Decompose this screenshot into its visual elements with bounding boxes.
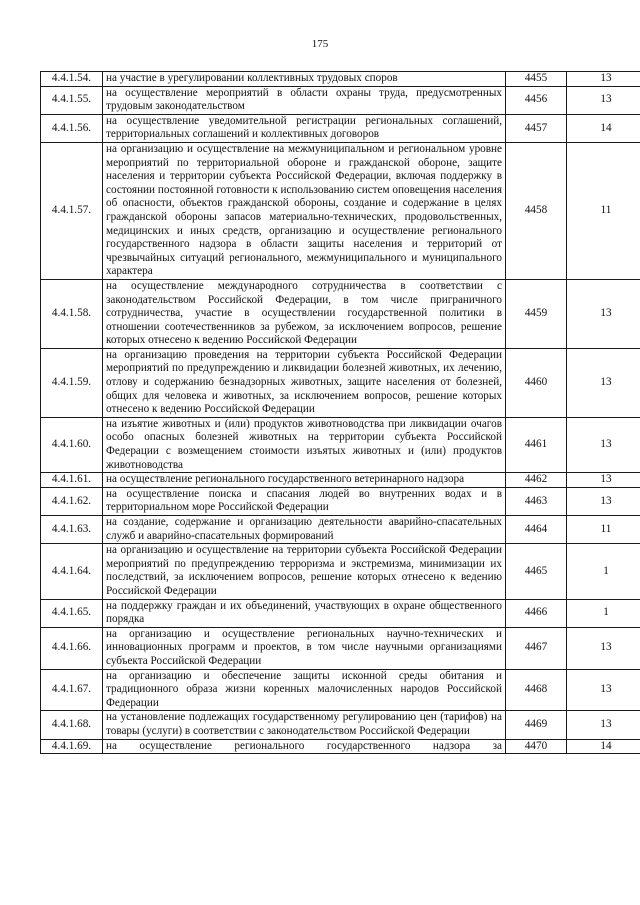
row-count: 13 (567, 711, 640, 739)
row-text: на организацию проведения на территории субъекта Российской Федерации мероприятий по предупреждению и ликвидации болезней животных, их лечению, отлову и содержанию безнадзорных животных, защите населения от болезней, общих для человека и животных, за исключением вопросов, решение которых отнесено к ведению Российской Федерации (103, 348, 506, 417)
table-row (41, 114, 640, 142)
row-count: 13 (567, 627, 640, 669)
row-count: 11 (567, 142, 640, 279)
row-count: 13 (567, 417, 640, 472)
row-code: 4.4.1.57. (41, 142, 103, 279)
row-number: 4466 (506, 599, 567, 627)
row-count: 13 (567, 86, 640, 114)
row-number: 4458 (506, 142, 567, 279)
row-code: 4.4.1.54. (41, 72, 103, 87)
row-text: на организацию и осуществление на межмуниципальном и региональном уровне мероприятий по территориальной обороне и гражданской обороне, защите населения и территории субъекта Российской Федерации, включая поддержку в состоянии постоянной готовности к использованию систем оповещения населения об опасности, объектов гражданской обороны, создание и содержание в целях гражданской обороны запасов материально-технических, продовольственных, медицинских и иных средств, организацию и осуществление регионального государственного надзора в области защиты населения и территорий от чрезвычайных ситуаций регионального, межмуниципального и муниципального характера (103, 142, 506, 279)
row-code: 4.4.1.65. (41, 599, 103, 627)
row-code: 4.4.1.58. (41, 279, 103, 348)
row-text: на создание, содержание и организацию деятельности аварийно-спасательных служб и аварийно-спасательных формирований (103, 516, 506, 544)
row-number: 4459 (506, 279, 567, 348)
row-count: 13 (567, 279, 640, 348)
table-body (41, 72, 640, 754)
row-code: 4.4.1.63. (41, 516, 103, 544)
row-text: на осуществление мероприятий в области охраны труда, предусмотренных трудовым законодательством (103, 86, 506, 114)
table-row (41, 487, 640, 515)
row-count: 13 (567, 487, 640, 515)
table-row (41, 711, 640, 739)
row-code: 4.4.1.61. (41, 473, 103, 488)
table-row (41, 417, 640, 472)
table-row (41, 544, 640, 599)
row-number: 4455 (506, 72, 567, 87)
row-code: 4.4.1.68. (41, 711, 103, 739)
row-count: 14 (567, 114, 640, 142)
functions-table (40, 71, 640, 754)
table-row (41, 142, 640, 279)
table-row (41, 473, 640, 488)
row-count: 1 (567, 544, 640, 599)
table-row (41, 348, 640, 417)
row-number: 4461 (506, 417, 567, 472)
row-number: 4467 (506, 627, 567, 669)
table-row (41, 72, 640, 87)
row-number: 4457 (506, 114, 567, 142)
row-text: на участие в урегулировании коллективных трудовых споров (103, 72, 506, 87)
row-code: 4.4.1.62. (41, 487, 103, 515)
page-number: 175 (311, 38, 329, 50)
table-row (41, 86, 640, 114)
row-number: 4469 (506, 711, 567, 739)
table-row (41, 516, 640, 544)
row-number: 4462 (506, 473, 567, 488)
row-code: 4.4.1.59. (41, 348, 103, 417)
row-number: 4465 (506, 544, 567, 599)
row-text: на осуществление международного сотрудничества в соответствии с законодательством Российской Федерации, в том числе приграничного сотрудничества, участие в осуществлении государственной политики в отношении соотечественников за рубежом, за исключением вопросов, решение которых отнесено к ведению Российской Федерации (103, 279, 506, 348)
row-count: 11 (567, 516, 640, 544)
row-code: 4.4.1.66. (41, 627, 103, 669)
row-count: 13 (567, 473, 640, 488)
row-text: на установление подлежащих государственному регулированию цен (тарифов) на товары (услуги) в соответствии с законодательством Российской Федерации (103, 711, 506, 739)
row-code: 4.4.1.64. (41, 544, 103, 599)
row-code: 4.4.1.60. (41, 417, 103, 472)
row-number: 4456 (506, 86, 567, 114)
row-number: 4468 (506, 669, 567, 711)
row-code: 4.4.1.55. (41, 86, 103, 114)
row-text: на изъятие животных и (или) продуктов животноводства при ликвидации очагов особо опасных болезней животных на территории субъекта Российской Федерации с возмещением стоимости изъятых животных и (или) продуктов животноводства (103, 417, 506, 472)
row-text: на организацию и осуществление на территории субъекта Российской Федерации мероприятий по предупреждению терроризма и экстремизма, минимизации их последствий, за исключением вопросов, решение которых отнесено к ведению Российской Федерации (103, 544, 506, 599)
row-code: 4.4.1.67. (41, 669, 103, 711)
row-text: на осуществление поиска и спасания людей во внутренних водах и в территориальном море Российской Федерации (103, 487, 506, 515)
row-text: на осуществление уведомительной регистрации региональных соглашений, территориальных соглашений и коллективных договоров (103, 114, 506, 142)
row-count: 13 (567, 72, 640, 87)
row-code: 4.4.1.56. (41, 114, 103, 142)
row-text: на организацию и обеспечение защиты исконной среды обитания и традиционного образа жизни коренных малочисленных народов Российской Федерации (103, 669, 506, 711)
row-text: на осуществление регионального государственного ветеринарного надзора (103, 473, 506, 488)
table-row (41, 279, 640, 348)
row-text: на организацию и осуществление региональных научно-технических и инновационных программ и проектов, в том числе научными организациями субъекта Российской Федерации (103, 627, 506, 669)
row-count: 14 (567, 739, 640, 754)
table-row (41, 627, 640, 669)
row-count: 13 (567, 669, 640, 711)
row-text: на поддержку граждан и их объединений, участвующих в охране общественного порядка (103, 599, 506, 627)
table-row (41, 739, 640, 754)
table-row (41, 599, 640, 627)
row-number: 4470 (506, 739, 567, 754)
row-number: 4460 (506, 348, 567, 417)
row-number: 4464 (506, 516, 567, 544)
row-code: 4.4.1.69. (41, 739, 103, 754)
row-count: 1 (567, 599, 640, 627)
row-number: 4463 (506, 487, 567, 515)
table-row (41, 669, 640, 711)
row-text: на осуществление регионального государственного надзора за (103, 739, 506, 754)
row-count: 13 (567, 348, 640, 417)
